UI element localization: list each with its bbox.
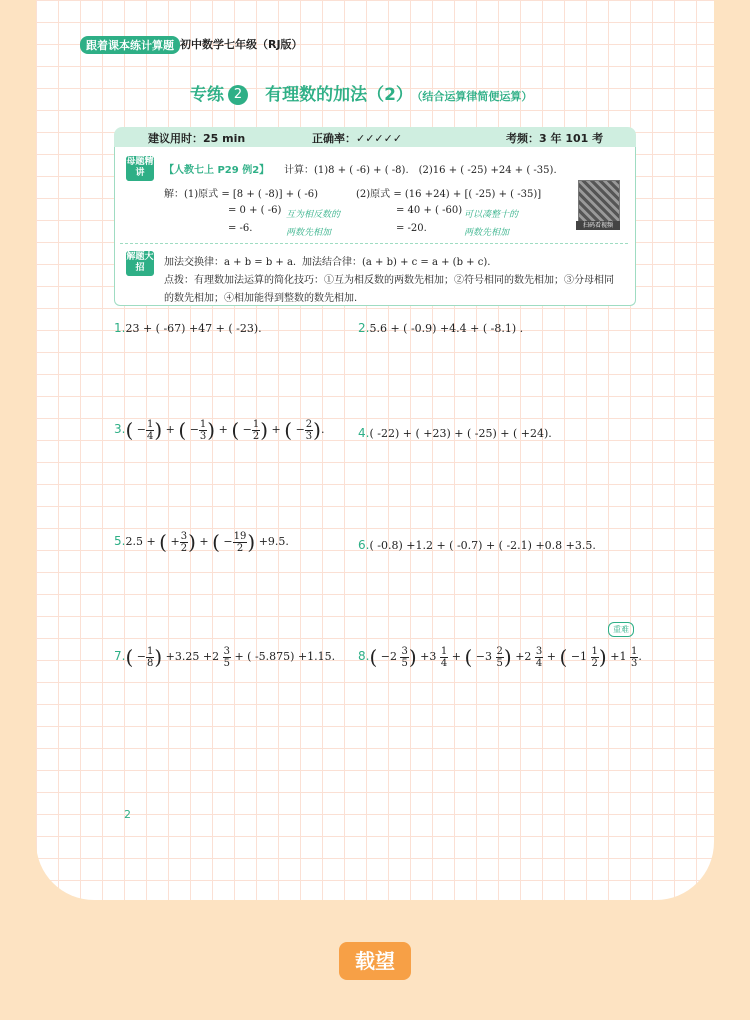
example-source: 【人教七上 P29 例2】 [164,165,270,176]
example-task: 计算：(1)8 + ( -6) + ( -8). (2)16 + ( -25) +24 + ( -35). [284,165,557,176]
title-prefix: 专练 [190,85,224,105]
solution1-line3: = -6. [228,223,253,234]
exam-frequency: 考频：3 年 101 考 [506,132,604,145]
title-number: 2 [228,85,248,105]
problem-3: 3.( − $\frac{1}{4}$ ) + ( − $\frac{1}{3}$ ) + ( − $\frac{1}{2}$ ) + ( − $\frac{2}{3}$ ). [114,418,325,442]
problem-number: 3. [114,422,126,436]
problem-end: + ( -5.875) +1.15. [234,650,336,663]
solution2-line1: (2)原式 = (16 +24) + [( -25) + ( -35)] [356,189,542,200]
solution2-line3: = -20. [396,223,427,234]
problem-2 [358,321,523,335]
problem-text: ( -0.8) +1.2 + ( -0.7) + ( -2.1) +0.8 +3.5. [369,539,596,552]
note-opposites: 互为相反数的 [286,210,341,220]
solution1-line2: = 0 + ( -6) [228,205,282,216]
book-title: 初中数学七年级（RJ版） [180,38,303,51]
problem-text: ( -22) + ( +23) + ( -25) + ( +24). [369,427,552,440]
problem-4 [358,426,552,440]
problem-7: 7.( − $\frac{1}{8}$ ) +3.25 +2 $\frac{3}{5}$ + ( -5.875) +1.15. [114,645,336,669]
problem-number: 6. [358,538,370,552]
qr-caption: 扫码看视频 [576,221,620,230]
title-main: 有理数的加法（2） [265,85,413,105]
problem-number: 5. [114,534,126,548]
note-add-first: 两数先相加 [286,228,332,238]
problem-number: 7. [114,649,126,663]
problem-1 [114,321,262,335]
problem-number: 2. [358,321,370,335]
problem-text: 23 + ( -67) +47 + ( -23). [125,322,262,335]
problem-tail: +3.25 +2 [165,650,220,663]
divider [120,243,628,244]
problem-8: 8.( −2 $\frac{3}{5}$ ) +3 $\frac{1}{4}$ + ( −3 $\frac{2}{5}$ ) +2 $\frac{3}{4}$ + ( −1 $\frac{1}{2}$ ) +1 $\frac{1}{3}$ . [358,645,642,669]
associative-law: 加法结合律：(a + b) + c = a + (b + c). [302,257,491,268]
solution2-line2: = 40 + ( -60) [396,205,463,216]
problem-number: 8. [358,649,370,663]
problem-5: 5.2.5 + ( + $\frac{3}{2}$ ) + ( − $\frac{19}{2}$ ) +9.5. [114,530,289,554]
qr-code[interactable] [578,180,620,222]
problem-6 [358,538,596,552]
note-add-first-2: 两数先相加 [464,228,510,238]
problem-text: 5.6 + ( -0.9) +4.4 + ( -8.1) . [369,322,524,335]
accuracy: 正确率：✓✓✓✓✓ [312,132,403,145]
problem-number: 4. [358,426,370,440]
info-bar [114,127,636,147]
solution1-line1: 解：(1)原式 = [8 + ( -8)] + ( -6) [164,189,318,200]
title-sub: （结合运算律简便运算） [416,90,533,103]
page-number: 2 [124,808,131,821]
problem-number: 1. [114,321,126,335]
difficulty-badge: 重难 [608,622,634,637]
series-badge: 跟着课本练计算题 [80,36,180,54]
page-title [190,80,532,105]
note-round-tens: 可以凑整十的 [464,210,519,220]
tip-line2: 的数先相加；④相加能得到整数的数先相加. [164,293,358,304]
tip-line1: 点拨：有理数加法运算的简化技巧：①互为相反数的两数先相加；②符号相同的数先相加；③分母相同 [164,275,614,286]
tips-tag: 解题大招 [126,251,154,276]
commutative-law: 加法交换律：a + b = b + a. [164,257,297,268]
publisher-logo: 载望 [339,942,411,980]
time-suggestion: 建议用时：25 min [148,132,246,145]
example-tag: 母题精讲 [126,156,154,181]
problem-tail: +9.5. [258,535,289,548]
